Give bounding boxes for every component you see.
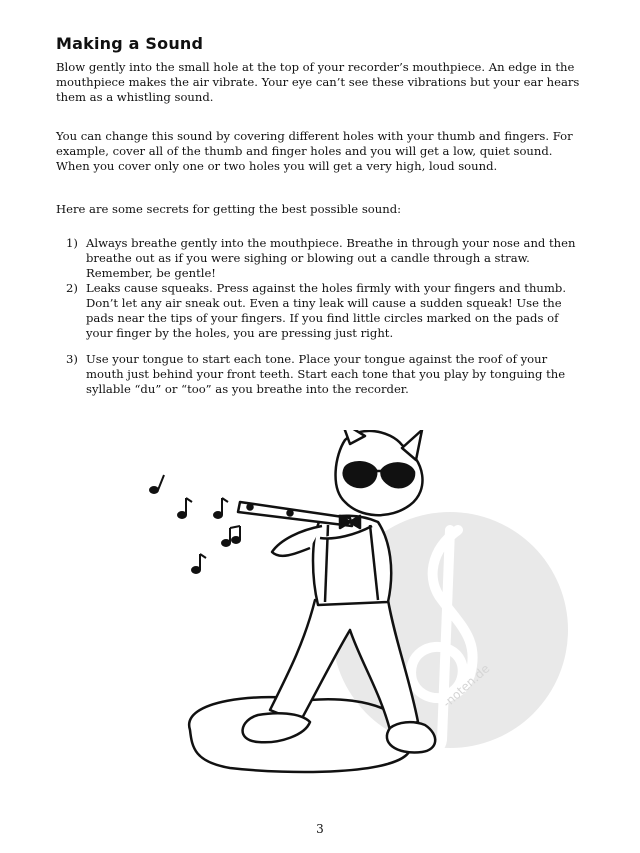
tip-number: 2)	[66, 281, 78, 295]
tip-item	[66, 236, 586, 281]
section-heading: Making a Sound	[56, 34, 204, 53]
page-number: 3	[316, 822, 324, 836]
watermark-text: -noten.de	[440, 661, 493, 711]
tip-item	[66, 352, 586, 397]
secrets-intro: Here are some secrets for getting the best possible sound:	[56, 202, 402, 216]
tip-text: Leaks cause squeaks. Press against the holes firmly with your fingers and thumb. Don’t let any air sneak out. Even a tiny leak will cause a sudden squeak! Use the pads near the tips of your fingers. If you find little circles marked on the pads of your finger by the holes, you are pressing just right.	[86, 281, 567, 340]
intro-paragraph: Blow gently into the small hole at the top of your recorder’s mouthpiece. An edge in the mouthpiece makes the air vibrate. Your eye can’t see these vibrations but your ear hears them as a whistling sound.	[56, 60, 580, 104]
tip-item	[66, 281, 586, 341]
tip-number: 1)	[66, 236, 78, 250]
music-notes-icon	[150, 475, 240, 573]
pitch-paragraph: You can change this sound by covering different holes with your thumb and fingers. For example, cover all of the thumb and finger holes and you will get a low, quiet sound. When you cover only one or two holes you will get a very high, loud sound.	[56, 129, 573, 173]
tip-text: Use your tongue to start each tone. Place your tongue against the roof of your mouth just behind your front teeth. Start each tone that you play by tonguing the syllable “du” or “too” as you breathe into the recorder.	[86, 352, 566, 396]
cat-playing-recorder-illustration	[140, 430, 560, 790]
tip-number: 3)	[66, 352, 78, 366]
tip-text: Always breathe gently into the mouthpiece. Breathe in through your nose and then breathe out as if you were sighing or blowing out a candle through a straw. Remember, be gentle!	[86, 236, 576, 280]
